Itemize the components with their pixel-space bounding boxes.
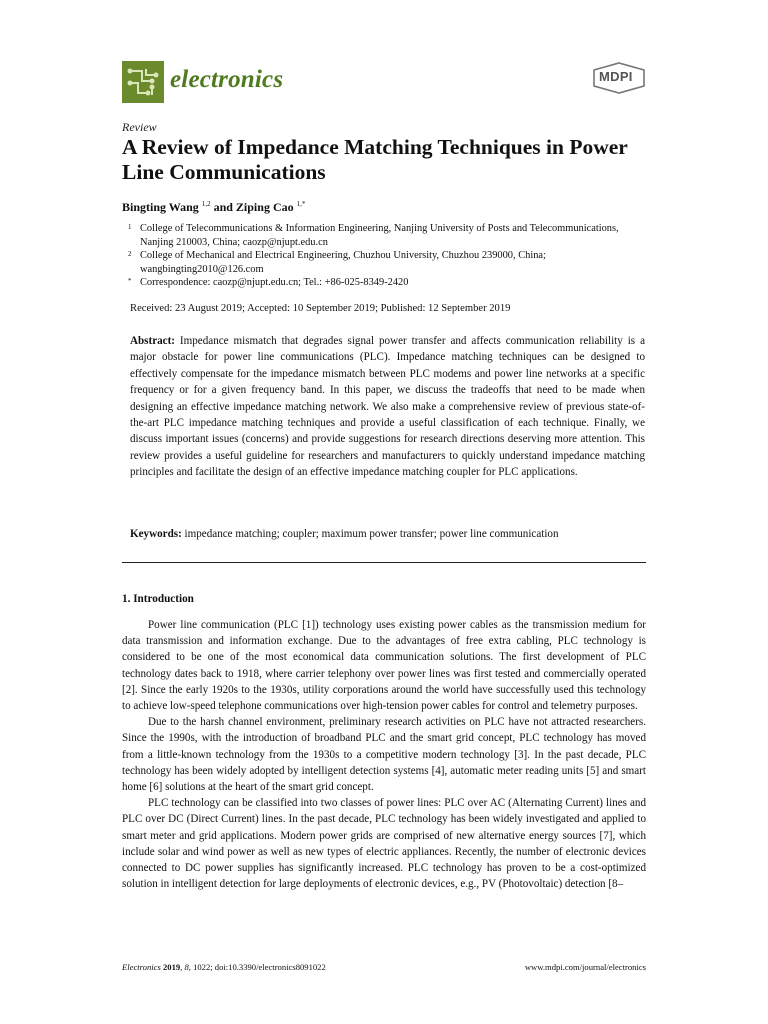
author-affiliation-mark: 1,2 (201, 200, 211, 208)
body-paragraph: Power line communication (PLC [1]) technology uses existing power cables as the transmission medium for data transmission and information exchange. Due to the advantages of free extra cabling, PLC technology is considered to be one of the most economical data communication solutions. The first development of PLC technology dates back to 1918, where carrier telephony over power lines was first tested and commercially operated [2]. Since the early 1920s to the 1930s, utility corporations around the world have successfully used this technology to achieve low-speed telephone communications over high-tension power cables for control and telemetry purposes. (122, 619, 646, 713)
section-divider (122, 562, 646, 563)
publication-dates: Received: 23 August 2019; Accepted: 10 September 2019; Published: 12 September 2019 (130, 303, 511, 314)
publisher-name: MDPI (599, 69, 633, 84)
author-connector: and (210, 200, 236, 214)
footer-volume: 8 (184, 962, 189, 972)
circuit-board-icon (122, 61, 164, 103)
affiliation-mark: 2 (128, 250, 132, 259)
body-paragraph: PLC technology can be classified into two classes of power lines: PLC over AC (Alternating Current) lines and PLC over DC (Direct Current) lines. In the past decade, PLC technology has been widely investigated and applied to smart meter and grid applications. Modern power grids are comprised of new alternative energy sources [7], which include solar and wind power as well as new types of electric appliances. Recently, the number of electronic devices connected to DC power supplies has significantly increased. PLC technology has proven to be a cost-optimized solution in intelligent detection for large deployments of electronic devices, e.g., PV (Photovoltaic) detection [8– (122, 797, 646, 891)
keywords (130, 528, 645, 540)
abstract-label: Abstract: (130, 335, 175, 347)
paper-title: A Review of Impedance Matching Techniques in Power Line Communications (122, 135, 628, 184)
affiliation-list (122, 222, 642, 290)
abstract-text: Impedance mismatch that degrades signal power transfer and affects communication reliability is a major obstacle for power line communications (PLC). Impedance matching techniques can be designed to effectively compensate for the impedance mismatch between PLC modems and power line networks at a specific frequency or for a given frequency band. In this paper, we discuss the tradeoffs that need to be made when designing an effective impedance matching network. We also make a comprehensive review of previous state-of-the-art PLC impedance matching techniques and provide a useful classification of each technique. Finally, we discuss important issues (concerns) and provide suggestions for research directions deserving more attention. This review provides a useful guideline for researchers and manufacturers to quickly understand impedance matching principles and facilitate the design of an effective impedance matching coupler for PLC applications. (130, 335, 645, 479)
affiliation-item (122, 222, 642, 249)
journal-name: electronics (170, 66, 284, 93)
author-affiliation-mark: 1,* (296, 200, 306, 208)
section-body (122, 617, 646, 892)
author-name: Ziping Cao (235, 200, 294, 214)
footer-citation: Electronics 2019, 8, 1022; doi:10.3390/electronics8091022 (122, 962, 326, 972)
correspondence-text: Correspondence: caozp@njupt.edu.cn; Tel.: +86-025-8349-2420 (140, 277, 409, 289)
footer-url[interactable]: www.mdpi.com/journal/electronics (524, 962, 646, 972)
author-list (122, 200, 305, 215)
affiliation-item (122, 249, 642, 276)
affiliation-text: College of Telecommunications & Information Engineering, Nanjing University of Posts and Telecommunications, Nanjing 210003, China; caozp@njupt.edu.cn (140, 223, 619, 248)
affiliation-mark: * (128, 277, 132, 286)
affiliation-text: College of Mechanical and Electrical Engineering, Chuzhou University, Chuzhou 239000, China; wangbingting2010@126.com (140, 250, 546, 275)
footer-journal: Electronics (122, 962, 161, 972)
footer-doi: , 1022; doi:10.3390/electronics8091022 (188, 962, 326, 972)
body-paragraph: Due to the harsh channel environment, preliminary research activities on PLC have not attracted researchers. Since the 1990s, with the introduction of broadband PLC and the smart grid concept, PLC technology has moved from a little-known technology from the 1930s to a competitive modern technology [3]. In the past decade, PLC technology has been widely adopted by intelligent detection systems [4], automatic meter reading units [5] and smart home [6] solutions at the heart of the smart grid concept. (122, 716, 646, 794)
author-name: Bingting Wang (122, 200, 199, 214)
keywords-label: Keywords: (130, 528, 182, 540)
abstract (130, 333, 645, 481)
affiliation-mark: 1 (128, 223, 132, 231)
article-type: Review (122, 120, 157, 134)
footer-year: 2019 (162, 962, 181, 972)
section-heading: 1. Introduction (122, 593, 194, 605)
affiliation-item (122, 276, 642, 290)
keywords-text: impedance matching; coupler; maximum power transfer; power line communication (181, 528, 559, 540)
